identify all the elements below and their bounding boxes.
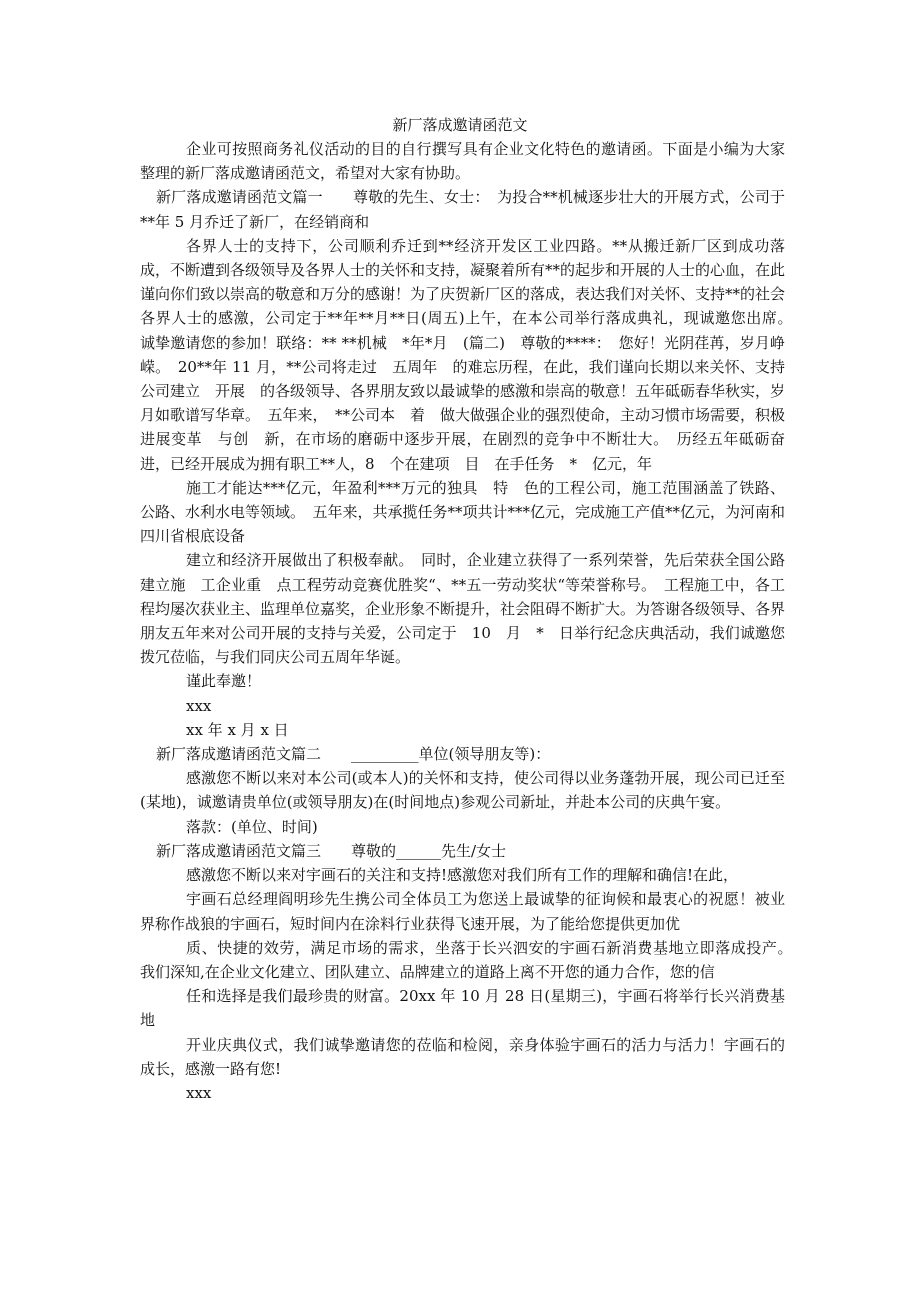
body-paragraph: 企业可按照商务礼仪活动的目的自行撰写具有企业文化特色的邀请函。下面是小编为大家整理的新厂落成邀请函范文，希望对大家有协助。 <box>140 140 785 183</box>
signature-line: 谨此奉邀！ <box>186 672 262 691</box>
signature-line: xxx <box>186 696 212 715</box>
body-paragraph: 任和选择是我们最珍贵的财富。20xx 年 10 月 28 日(星期三)，宇画石将举行长兴消费基地 <box>140 987 785 1030</box>
section-heading: 新厂落成邀请函范文篇三 尊敬的______先生/女士 <box>156 841 507 860</box>
body-paragraph: 各界人士的支持下，公司顺利乔迁到**经济开发区工业四路。**从搬迁新厂区到成功落成，不断遭到各级领导及各界人士的关怀和支持，凝聚着所有**的起步和开展的人士的心血，在此谨向你们致以崇高的敬意和万分的感谢！为了庆贺新厂区的落成，表达我们对关怀、支持**的社会各界人士的感激，公司定于**年**月**日(周五)上午，在本公司举行落成典礼，现诚邀您出席。 诚挚邀请您的参加！联络：** **机械 *年*月 (篇二) 尊敬的****： 您好！光阴荏苒，岁月峥嵘。 20**年 11 月，**公司将走过 五周年 的难忘历程，在此，我们谨向长期以来关怀、支持公司建立 开展 的各级领导、各界朋友致以最诚挚的感激和崇高的敬意！五年砥砺春华秋实，岁月如歌谱写华章。 五年来， **公司本 着 做大做强企业的强烈使命，主动习惯市场需要，积极进展变革 与创 新，在市场的磨砺中逐步开展，在剧烈的竞争中不断壮大。 历经五年砥砺奋进，已经开展成为拥有职工**人，8 个在建项 目 在手任务 * 亿元，年 <box>140 236 801 473</box>
body-paragraph: 施工才能达***亿元，年盈利***万元的独具 特 色的工程公司，施工范围涵盖了铁路、公路、水利水电等领域。 五年来，共承揽任务**项共计***亿元，完成施工产值**亿元，为河南和四川省根底设备 <box>140 478 786 546</box>
document-title: 新厂落成邀请函范文 <box>392 116 528 134</box>
body-paragraph: 宇画石总经理阎明珍先生携公司全体员工为您送上最诚挚的征询候和最衷心的祝愿！被业界称作战狼的宇画石，短时间内在涂料行业获得飞速开展，为了能给您提供更加优 <box>140 890 785 933</box>
body-paragraph: 建立和经济开展做出了积极奉献。 同时，企业建立获得了一系列荣誉，先后荣获全国公路建立施 工企业重 点工程劳动竞赛优胜奖“、**五一劳动奖状“等荣誉称号。 工程施工中，各工程均屡次获业主、监理单位嘉奖，企业形象不断提升，社会阻碍不断扩大。为答谢各级领导、各界朋友五年来对公司开展的支持与关爱，公司定于 10 月 * 日举行纪念庆典活动，我们诚邀您拨冗莅临，与我们同庆公司五周年华诞。 <box>140 551 786 667</box>
section-heading: 新厂落成邀请函范文篇一 尊敬的先生、女士： 为投合**机械逐步壮大的开展方式，公司于**年 5 月乔迁了新厂，在经销商和 <box>140 188 785 231</box>
signature-line: 落款：(单位、时间) <box>186 817 318 836</box>
document-body <box>140 137 801 1105</box>
body-paragraph: 开业庆典仪式，我们诚挚邀请您的莅临和检阅，亲身体验宇画石的活力与活力！宇画石的成长，感激一路有您! <box>140 1035 785 1078</box>
section-heading: 新厂落成邀请函范文篇二 _________单位(领导朋友等)： <box>156 745 551 764</box>
signature-line: xx 年 x 月 x 日 <box>186 720 289 739</box>
body-paragraph: 感激您不断以来对宇画石的关注和支持!感激您对我们所有工作的理解和确信!在此， <box>186 866 739 885</box>
body-paragraph: 质、快捷的效劳，满足市场的需求，坐落于长兴泗安的宇画石新消费基地立即落成投产。 我们深知,在企业文化建立、团队建立、品牌建立的道路上离不开您的通力合作，您的信 <box>140 938 801 981</box>
signature-line: xxx <box>186 1083 212 1102</box>
body-paragraph: 感激您不断以来对本公司(或本人)的关怀和支持，使公司得以业务蓬勃开展，现公司已迁至(某地)，诚邀请贵单位(或领导朋友)在(时间地点)参观公司新址，并赴本公司的庆典午宴。 <box>140 769 785 812</box>
